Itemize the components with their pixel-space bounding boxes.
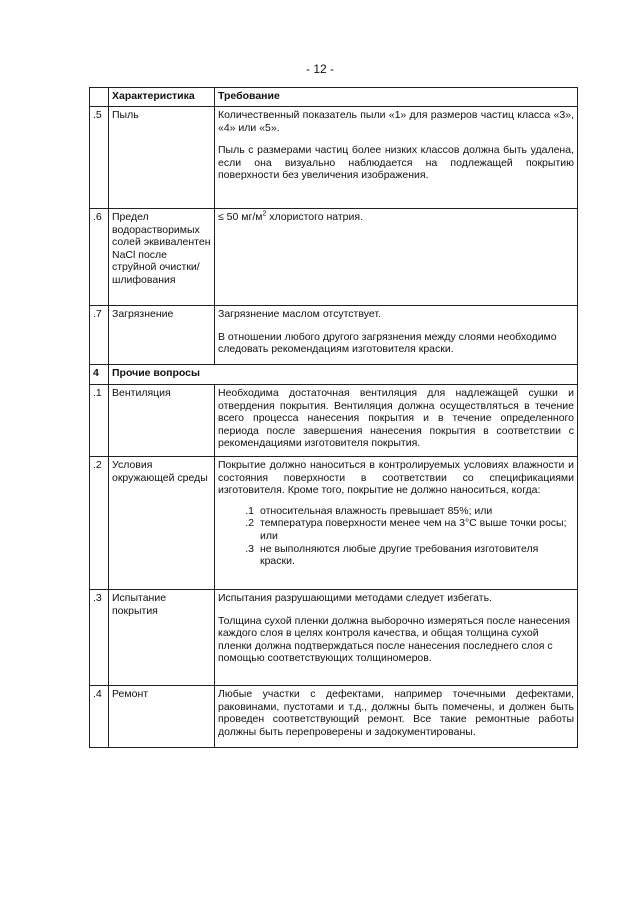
section-row <box>90 365 578 385</box>
row-number: .7 <box>90 306 109 365</box>
list-item-number: .2 <box>245 517 254 530</box>
row-characteristic: Загрязнение <box>109 306 215 365</box>
section-number: 4 <box>90 365 109 385</box>
row-characteristic: Предел водорастворимых солей эквивалентен NaCl после струйной очистки/шлифования <box>109 209 215 306</box>
row-requirement <box>215 385 578 457</box>
requirement-paragraph: Покрытие должно наноситься в контролируемых условиях влажности и состояния поверхности в соответствии со спецификациями изготовителя. Кроме того, покрытие не должно наноситься, когда: <box>218 459 574 497</box>
row-requirement <box>215 590 578 686</box>
row-characteristic: Испытание покрытия <box>109 590 215 686</box>
requirement-paragraph: Испытания разрушающими методами следует избегать. <box>218 592 492 604</box>
row-requirement <box>215 686 578 748</box>
table-header-row <box>90 88 578 107</box>
list-item <box>218 543 574 568</box>
table-row <box>90 385 578 457</box>
list-item-text: относительная влажность превышает 85%; или <box>260 504 493 517</box>
table-row <box>90 457 578 590</box>
condition-list <box>218 505 574 568</box>
row-number: .3 <box>90 590 109 686</box>
row-characteristic: Пыль <box>109 107 215 209</box>
table-row <box>90 686 578 748</box>
row-requirement <box>215 209 578 306</box>
row-number: .5 <box>90 107 109 209</box>
table-row <box>90 306 578 365</box>
requirement-paragraph: Загрязнение маслом отсутствует. <box>218 308 381 320</box>
requirement-paragraph: Необходима достаточная вентиляция для надлежащей сушки и отвердения покрытия. Вентиляция должна осуществляться в течение всего процесса нанесения покрытия и в течение определенного периода после завершения нанесения покрытия в соответствии с рекомендациями изготовителя покрытия. <box>218 387 574 450</box>
requirement-suffix: хлористого натрия. <box>266 211 363 223</box>
section-title: Прочие вопросы <box>109 365 578 385</box>
page-number: - 12 - <box>305 62 334 76</box>
row-characteristic: Условия окружающей среды <box>109 457 215 590</box>
row-characteristic: Ремонт <box>109 686 215 748</box>
row-number: .4 <box>90 686 109 748</box>
row-number: .6 <box>90 209 109 306</box>
list-item-text: температура поверхности менее чем на 3°С выше точки росы; или <box>260 517 567 542</box>
requirement-paragraph: Пыль с размерами частиц более низких классов должна быть удалена, если она визуально наблюдается на подлежащей покрытию поверхности без увеличения изображения. <box>218 144 574 182</box>
requirement-superscript: 2 <box>262 210 267 218</box>
requirement-paragraph: Количественный показатель пыли «1» для размеров частиц класса «3», «4» или «5». <box>218 109 574 134</box>
list-item-number: .1 <box>245 504 254 517</box>
row-requirement <box>215 457 578 590</box>
header-characteristic: Характеристика <box>109 88 215 107</box>
requirement-paragraph: В отношении любого другого загрязнения между слоями необходимо следовать рекомендациям изготовителя краски. <box>218 330 557 356</box>
list-item <box>218 505 574 518</box>
requirement-paragraph: Толщина сухой пленки должна выборочно измеряться после нанесения каждого слоя в целях контроля качества, и общая толщина сухой пленки должна подтверждаться после нанесения последнего слоя с помощью соответствующих толщиномеров. <box>218 614 571 665</box>
requirements-table <box>89 87 578 748</box>
list-item <box>218 517 574 542</box>
requirement-prefix: ≤ 50 мг/м <box>218 211 263 223</box>
row-number: .2 <box>90 457 109 590</box>
table-row <box>90 107 578 209</box>
header-num <box>90 88 109 107</box>
list-item-text: не выполняются любые другие требования изготовителя краски. <box>260 542 539 568</box>
table-row <box>90 209 578 306</box>
row-requirement <box>215 107 578 209</box>
row-number: .1 <box>90 385 109 457</box>
header-requirement: Требование <box>215 88 578 107</box>
requirement-paragraph <box>218 211 574 224</box>
list-item-number: .3 <box>245 542 254 555</box>
row-characteristic: Вентиляция <box>109 385 215 457</box>
table-row <box>90 590 578 686</box>
row-requirement <box>215 306 578 365</box>
requirement-paragraph: Любые участки с дефектами, например точечными дефектами, раковинами, пустотами и т.д., должны быть помечены, и должен быть проведен соответствующий ремонт. Все такие ремонтные работы должны быть перепроверены и задокументированы. <box>218 688 574 738</box>
